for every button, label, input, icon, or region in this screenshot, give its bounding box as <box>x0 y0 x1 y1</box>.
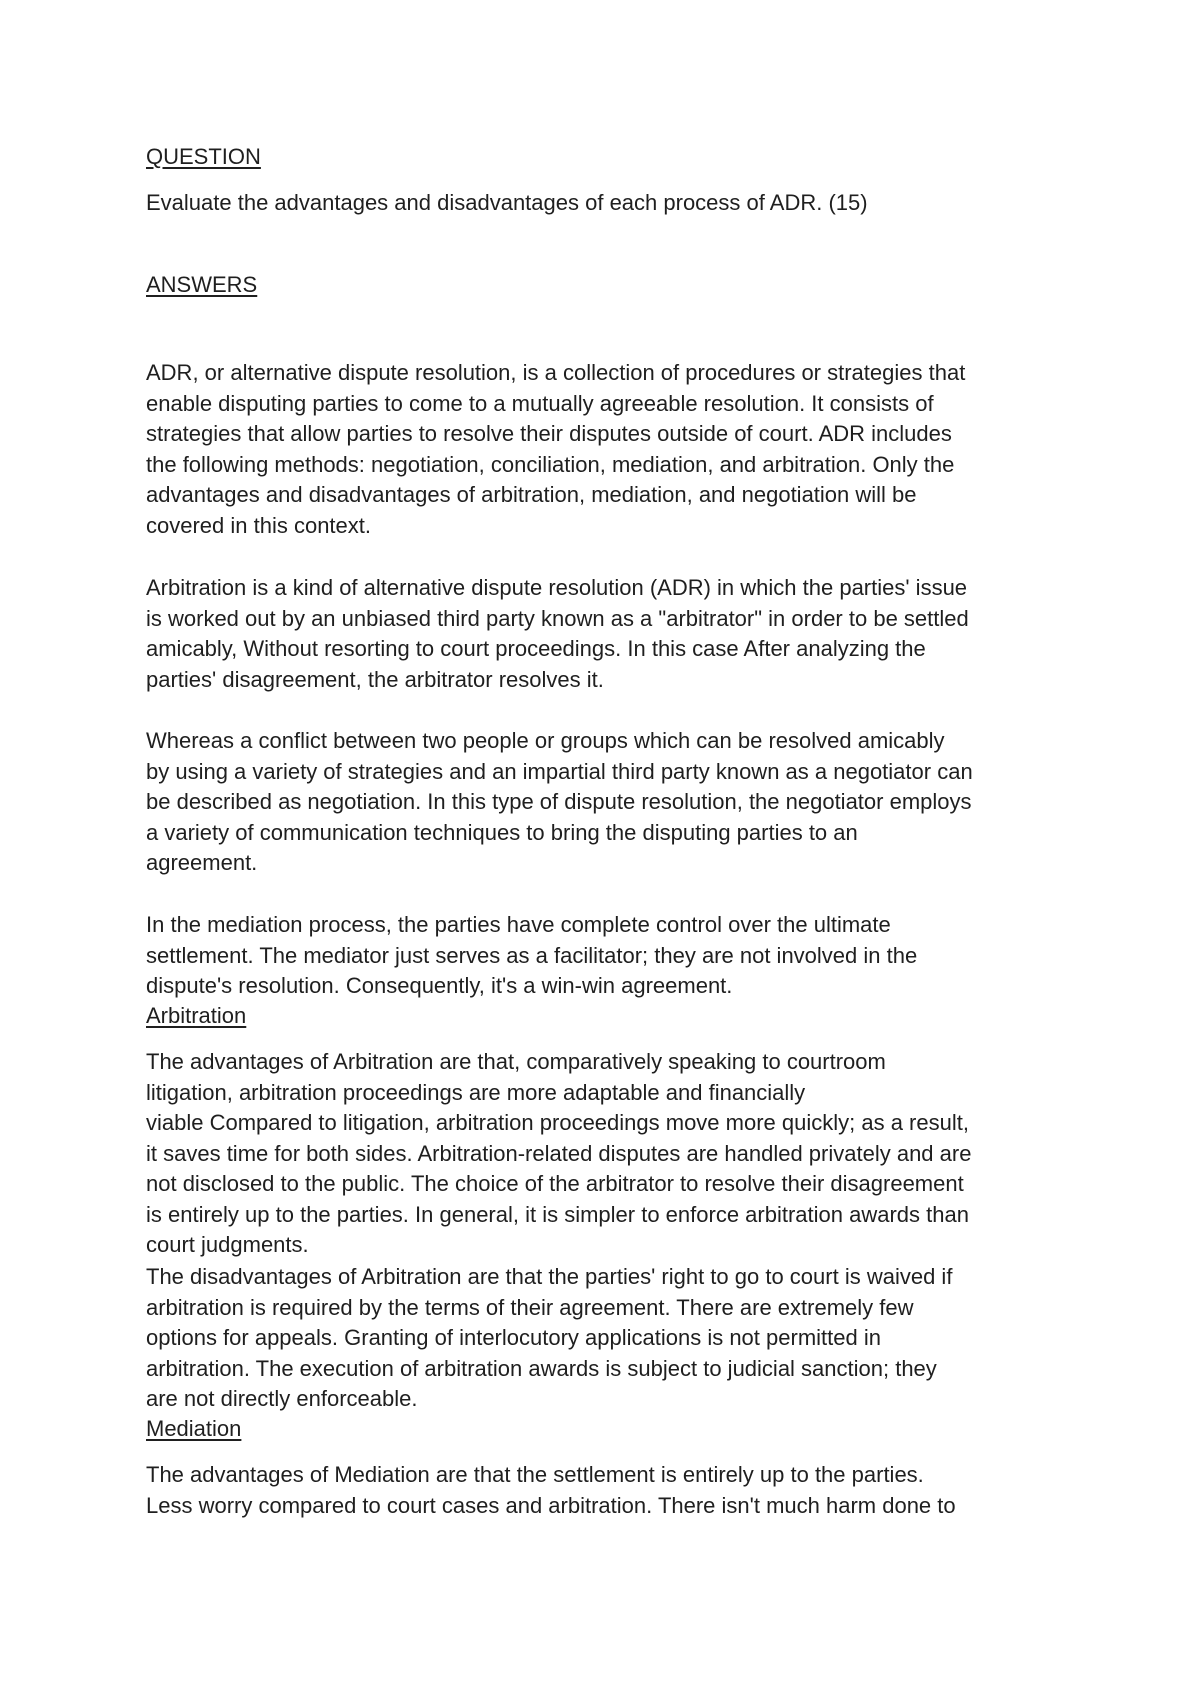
text-line: Arbitration is a kind of alternative dispute resolution (ADR) in which the parties' issue <box>146 575 968 600</box>
text-line: are not directly enforceable. <box>146 1386 418 1411</box>
text-line: litigation, arbitration proceedings are more adaptable and financially <box>146 1079 806 1105</box>
text-line: options for appeals. Granting of interlocutory applications is not permitted in <box>146 1325 881 1350</box>
question-text: Evaluate the advantages and disadvantages of each process of ADR. (15) <box>146 190 868 215</box>
text-line: not disclosed to the public. The choice of the arbitrator to resolve their disagreement <box>146 1171 964 1196</box>
text-line: enable disputing parties to come to a mutually agreeable resolution. It consists of <box>146 390 934 416</box>
text-line: strategies that allow parties to resolve their disputes outside of court. ADR includes <box>146 421 952 446</box>
text-line: court judgments. <box>146 1232 309 1257</box>
text-line: by using a variety of strategies and an impartial third party known as a negotiator can <box>146 758 973 784</box>
text-line: settlement. The mediator just serves as a facilitator; they are not involved in the <box>146 942 918 968</box>
question-heading <box>146 142 261 172</box>
text-line: Less worry compared to court cases and arbitration. There isn't much harm done to <box>146 1492 956 1518</box>
arbitration-disadvantages-paragraph <box>146 1262 952 1415</box>
answers-heading <box>146 270 257 300</box>
arbitration-section-heading <box>146 1001 246 1031</box>
text-line: amicably, Without resorting to court proceedings. In this case After analyzing the <box>146 636 926 661</box>
text-line: Whereas a conflict between two people or groups which can be resolved amicably <box>146 728 945 753</box>
text-line: advantages and disadvantages of arbitration, mediation, and negotiation will be <box>146 482 917 507</box>
mediation-heading-text: Mediation <box>146 1416 242 1441</box>
text-line: ADR, or alternative dispute resolution, is a collection of procedures or strategies that <box>146 360 966 385</box>
text-line: The advantages of Mediation are that the settlement is entirely up to the parties. <box>146 1462 924 1487</box>
text-line: dispute's resolution. Consequently, it's a win-win agreement. <box>146 973 733 998</box>
intro-paragraph <box>146 358 965 541</box>
negotiation-definition-paragraph <box>146 726 973 879</box>
text-line: parties' disagreement, the arbitrator resolves it. <box>146 666 604 692</box>
text-line: viable Compared to litigation, arbitration proceedings move more quickly; as a result, <box>146 1110 969 1135</box>
arbitration-heading-text: Arbitration <box>146 1003 247 1028</box>
text-line: is worked out by an unbiased third party known as a "arbitrator" in order to be settled <box>146 605 969 631</box>
mediation-advantages-paragraph <box>146 1460 956 1521</box>
answers-heading-text: ANSWERS <box>146 272 258 297</box>
text-line: it saves time for both sides. Arbitration-related disputes are handled privately and are <box>146 1140 972 1166</box>
text-line: be described as negotiation. In this type of dispute resolution, the negotiator employs <box>146 789 972 814</box>
arbitration-advantages-paragraph <box>146 1047 971 1261</box>
text-line: arbitration. The execution of arbitration awards is subject to judicial sanction; they <box>146 1355 937 1381</box>
text-line: In the mediation process, the parties have complete control over the ultimate <box>146 912 891 937</box>
text-line: a variety of communication techniques to bring the disputing parties to an <box>146 819 858 845</box>
text-line: is entirely up to the parties. In general, it is simpler to enforce arbitration awards than <box>146 1201 969 1227</box>
text-line: agreement. <box>146 850 258 875</box>
mediation-definition-paragraph <box>146 910 917 1002</box>
text-line: covered in this context. <box>146 512 372 538</box>
text-line: The disadvantages of Arbitration are that the parties' right to go to court is waived if <box>146 1264 953 1289</box>
text-line: arbitration is required by the terms of their agreement. There are extremely few <box>146 1294 914 1320</box>
text-line: The advantages of Arbitration are that, comparatively speaking to courtroom <box>146 1049 886 1074</box>
arbitration-definition-paragraph <box>146 573 969 695</box>
question-heading-text: QUESTION <box>146 144 261 169</box>
mediation-section-heading <box>146 1414 241 1444</box>
text-line: the following methods: negotiation, conciliation, mediation, and arbitration. Only the <box>146 451 955 477</box>
